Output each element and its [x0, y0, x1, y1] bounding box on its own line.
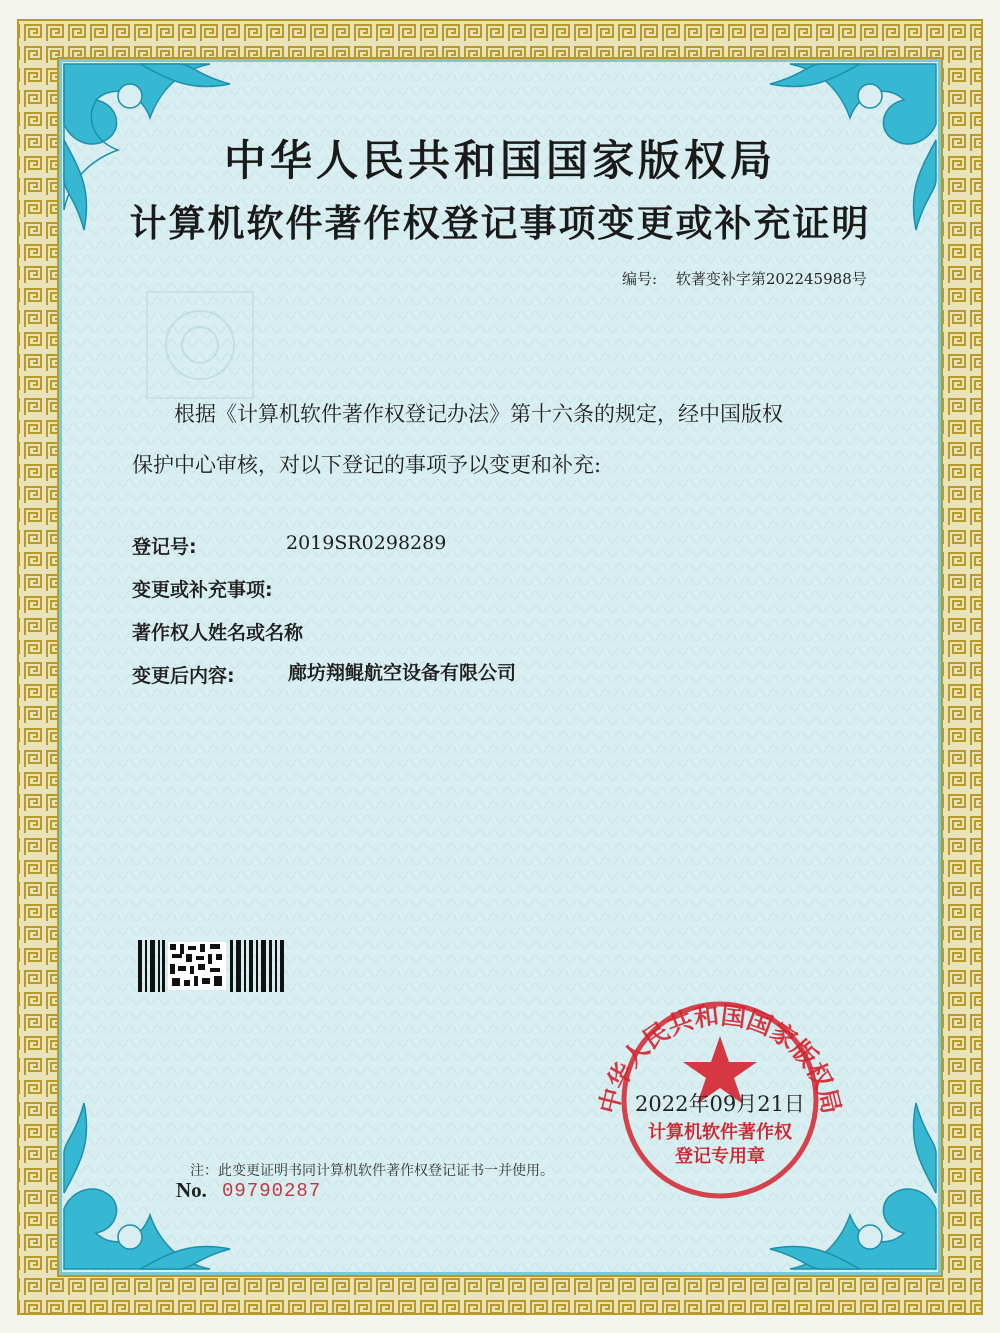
registration-number-value: 2019SR0298289 — [286, 532, 447, 554]
issue-date: 2022年09月21日 — [635, 1092, 805, 1116]
footnote: 注：此变更证明书同计算机软件著作权登记证书一并使用。 — [190, 1163, 554, 1179]
certificate-number-label: No. — [176, 1178, 207, 1202]
emblem-watermark-icon — [145, 290, 255, 400]
body-paragraph-line-1: 根据《计算机软件著作权登记办法》第十六条的规定，经中国版权 — [174, 402, 783, 426]
serial-label: 编号: — [622, 270, 658, 288]
certificate-number-value: 09790287 — [222, 1180, 322, 1202]
serial-number — [622, 268, 867, 289]
issuing-authority-title: 中华人民共和国国家版权局 — [223, 136, 776, 185]
seal-text-line-1: 计算机软件著作权 — [648, 1122, 792, 1143]
change-item-label: 变更或补充事项: — [132, 579, 273, 601]
changed-content-value: 廊坊翔鲲航空设备有限公司 — [288, 662, 517, 684]
certificate-title: 计算机软件著作权登记事项变更或补充证明 — [129, 202, 871, 245]
seal-text-line-2: 登记专用章 — [675, 1146, 765, 1167]
copyright-owner-label: 著作权人姓名或名称 — [132, 622, 304, 644]
serial-value: 软著变补字第202245988号 — [675, 270, 867, 288]
barcode-icon — [138, 940, 286, 992]
seal-ring-text: 中华人民共和国国家版权局 — [593, 1000, 847, 1117]
changed-content-label: 变更后内容: — [132, 665, 235, 687]
body-paragraph-line-2: 保护中心审核，对以下登记的事项予以变更和补充: — [132, 453, 602, 477]
registration-number-label: 登记号: — [132, 536, 197, 558]
